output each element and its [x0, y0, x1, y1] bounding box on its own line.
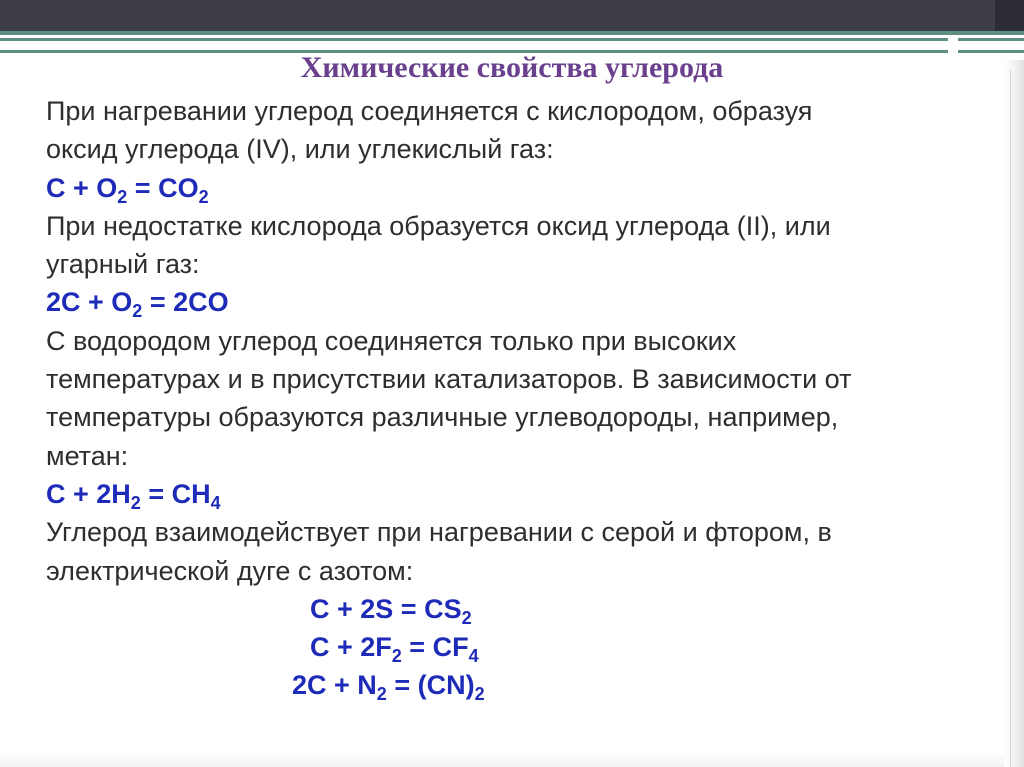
- text-line: электрической дуге с азотом:: [46, 555, 414, 586]
- slide-title: Химические свойства углерода: [300, 51, 724, 84]
- text-line: При недостатке кислорода образуется оксид углерода (II), или: [46, 210, 831, 241]
- text-line: температурах и в присутствии катализаторов. В зависимости от: [46, 364, 852, 395]
- top-bar: [0, 0, 1024, 31]
- slide-body: [46, 92, 996, 705]
- text-line: угарный газ:: [46, 249, 200, 280]
- text-line: метан:: [46, 440, 129, 471]
- top-bar-corner: [995, 0, 1024, 31]
- equation-ch4: $C + 2H_2 = CH_4$: [46, 478, 221, 513]
- equation-co2: $C + O_2 = CO_2$: [46, 172, 209, 207]
- text-line: При нагревании углерод соединяется с кислородом, образуя: [46, 96, 813, 126]
- equation-cf4: $C + 2F_2 = CF_4$: [310, 632, 479, 667]
- page-shadow-right: [1004, 60, 1024, 767]
- page-edge-line: [1010, 70, 1011, 767]
- text-line: температуры образуются различные углеводороды, например,: [46, 402, 839, 433]
- text-line: Углерод взаимодействует при нагревании с серой и фтором, в: [46, 517, 832, 548]
- text-line: оксид углерода (IV), или углекислый газ:: [46, 134, 554, 165]
- equation-co: $2C + O_2 = 2CO$: [46, 287, 229, 322]
- equation-cn2: $2C + N_2 = (CN)_2$: [292, 670, 485, 705]
- page-shadow-bottom: [0, 752, 1004, 767]
- equation-cs2: $C + 2S = CS_2$: [310, 593, 472, 628]
- accent-line-thin-right: [958, 38, 1024, 41]
- text-line: С водородом углерод соединяется только при высоких: [46, 325, 737, 356]
- accent-line-thin: [0, 38, 948, 41]
